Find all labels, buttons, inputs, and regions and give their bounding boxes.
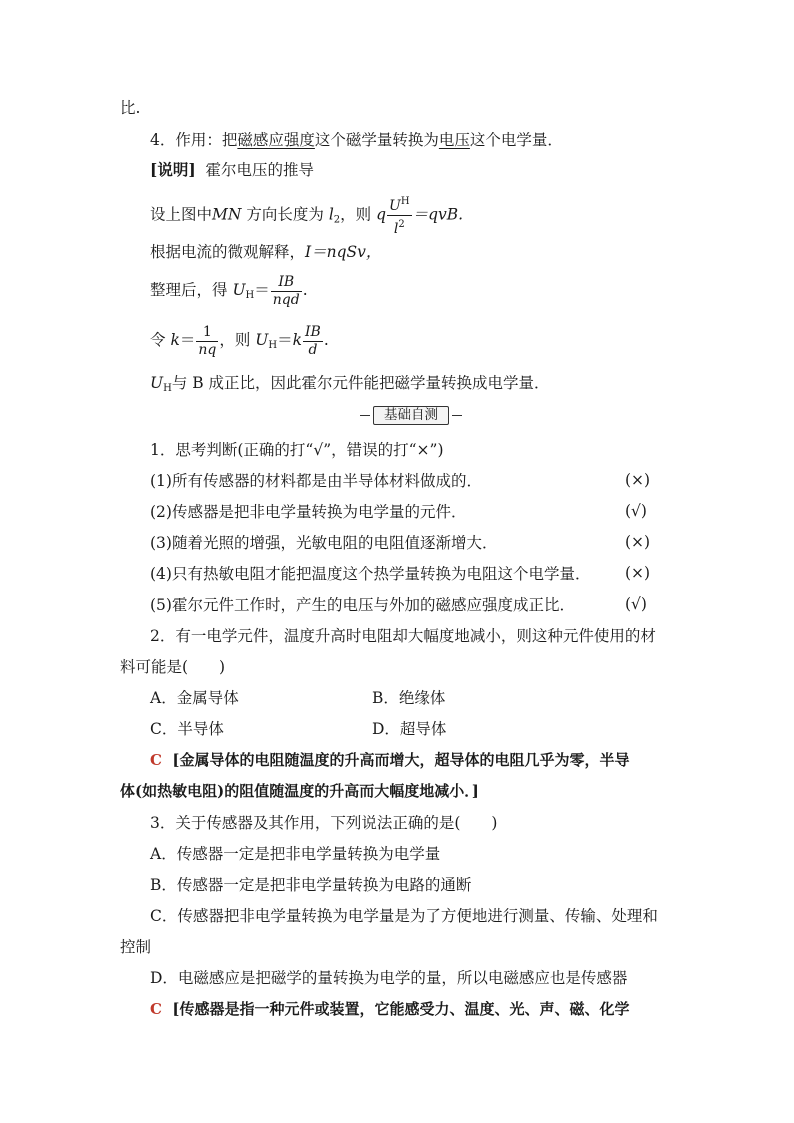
numerator: 1 xyxy=(196,324,218,342)
text-span: C．传感器把非电学量转换为电学量是为了方便地进行测量、传输、处理和 xyxy=(150,907,658,925)
derivation-line-3 xyxy=(150,270,308,316)
variable: U xyxy=(255,331,269,349)
denominator: nqd xyxy=(272,291,300,308)
section-banner xyxy=(357,405,465,425)
text-span: 料可能是( ) xyxy=(120,658,226,676)
text-span: (×) xyxy=(625,533,651,551)
question-3-stem xyxy=(150,813,497,833)
option-a xyxy=(150,844,440,864)
text-span: 3．关于传感器及其作用，下列说法正确的是( ) xyxy=(150,814,498,832)
text-span: 比. xyxy=(120,99,141,117)
question-2-stem-cont xyxy=(120,657,225,677)
judgment-mark xyxy=(625,471,650,489)
text-span: ＝ xyxy=(254,281,270,299)
equation-tail: ＝qvB. xyxy=(412,205,464,224)
text-span: 整理后，得 xyxy=(150,281,233,299)
numerator: IB xyxy=(271,274,302,292)
derivation-line-1 xyxy=(150,193,463,241)
question-1-stem xyxy=(150,440,444,460)
text-span: D．超导体 xyxy=(372,720,447,738)
judgment-item xyxy=(150,502,466,522)
answer-explanation-cont xyxy=(120,781,479,801)
text-span: . xyxy=(323,331,329,349)
answer-explanation xyxy=(150,750,630,770)
text-span: [金属导体的电阻随温度的升高而增大，超导体的电阻几乎为零，半导 xyxy=(172,751,630,769)
banner-rule xyxy=(360,415,370,416)
denominator: d xyxy=(308,341,318,358)
text-span: (4)只有热敏电阻才能把温度这个热学量转换为电阻这个电学量． xyxy=(150,565,591,583)
superscript: 2 xyxy=(398,219,405,230)
answer-explanation xyxy=(150,999,630,1019)
option-d xyxy=(372,719,446,739)
text-span: 体(如热敏电阻)的阻值随温度的升高而大幅度地减小．] xyxy=(120,782,479,800)
function-statement xyxy=(150,130,563,150)
formula: I＝nqSv， xyxy=(305,243,382,261)
option-c xyxy=(150,906,658,926)
text-span: 2．有一电学元件，温度升高时电阻却大幅度地减小，则这种元件使用的材 xyxy=(150,627,656,645)
derivation-line-4 xyxy=(150,320,329,366)
judgment-item xyxy=(150,564,590,584)
judgment-mark xyxy=(625,533,650,551)
text-span: 这个电学量． xyxy=(469,131,563,149)
option-d xyxy=(150,968,627,988)
derivation-line-5 xyxy=(150,373,550,399)
text-span: (√) xyxy=(625,595,647,613)
text-span: (2)传感器是把非电学量转换为电学量的元件． xyxy=(150,503,467,521)
judgment-item xyxy=(150,595,575,615)
text-span: (√) xyxy=(625,502,647,520)
variable: U xyxy=(232,281,246,299)
variable: U xyxy=(150,374,164,392)
section-title: 基础自测 xyxy=(373,406,449,425)
answer-letter: C xyxy=(150,751,162,769)
underlined-term: 电压 xyxy=(438,131,470,149)
text-span: ，则 xyxy=(340,205,377,224)
note-heading xyxy=(150,160,314,180)
variable: MN xyxy=(212,205,242,224)
text-span: 4．作用：把 xyxy=(150,131,238,149)
option-c xyxy=(150,719,224,739)
answer-letter: C xyxy=(150,1000,162,1018)
underlined-term: 磁感应强度 xyxy=(237,131,315,149)
text-span: 这个磁学量转换为 xyxy=(314,131,439,149)
text-span: (×) xyxy=(625,564,651,582)
judgment-item xyxy=(150,471,482,491)
denominator: l xyxy=(393,221,399,237)
superscript: H xyxy=(400,196,410,207)
option-b xyxy=(150,875,471,895)
judgment-mark xyxy=(625,502,647,520)
text-span: D．电磁感应是把磁学的量转换为电学的量，所以电磁感应也是传感器 xyxy=(150,969,628,987)
variable: q xyxy=(376,205,387,224)
text-span: . xyxy=(302,281,308,299)
subscript: H xyxy=(245,290,255,301)
text-span: (1)所有传感器的材料都是由半导体材料做成的． xyxy=(150,472,482,490)
variable: k xyxy=(292,331,303,349)
text-span: 根据电流的微观解释， xyxy=(150,243,306,261)
derivation-line-2 xyxy=(150,242,381,262)
text-span: 1．思考判断(正确的打“√”，错误的打“×”) xyxy=(150,441,444,459)
text-span: 设上图中 xyxy=(150,205,213,224)
option-a xyxy=(150,688,239,708)
note-label: [说明] xyxy=(150,160,196,179)
question-2-stem xyxy=(150,626,656,646)
variable: k xyxy=(170,331,180,349)
text-span: A．传感器一定是把非电学量转换为电学量 xyxy=(150,845,441,863)
numerator: U xyxy=(389,198,401,214)
option-c-cont xyxy=(120,937,151,957)
continuation-text xyxy=(120,98,140,118)
banner-rule xyxy=(452,415,462,416)
fraction xyxy=(303,324,323,359)
denominator: nq xyxy=(198,341,217,358)
judgment-item xyxy=(150,533,497,553)
fraction xyxy=(271,274,302,309)
fraction xyxy=(387,193,412,238)
text-span: (3)随着光照的增强，光敏电阻的电阻值逐渐增大． xyxy=(150,534,498,552)
text-span: ＝ xyxy=(277,331,293,349)
subscript: 2 xyxy=(333,214,341,226)
text-span: [传感器是指一种元件或装置，它能感受力、温度、光、声、磁、化学 xyxy=(172,1000,630,1018)
text-span: B．绝缘体 xyxy=(372,689,446,707)
text-span: ，则 xyxy=(219,331,256,349)
judgment-mark xyxy=(625,595,647,613)
numerator: IB xyxy=(305,323,321,340)
text-span: B．传感器一定是把非电学量转换为电路的通断 xyxy=(150,876,472,894)
subscript: H xyxy=(163,383,172,394)
subscript: H xyxy=(268,340,278,351)
judgment-mark xyxy=(625,564,650,582)
fraction xyxy=(196,324,218,359)
text-span: (×) xyxy=(625,471,651,489)
text-span: 控制 xyxy=(120,938,152,956)
text-span: 令 xyxy=(150,331,171,349)
text-span: C．半导体 xyxy=(150,720,224,738)
text-span: 与 B 成正比，因此霍尔元件能把磁学量转换成电学量． xyxy=(171,374,550,392)
note-title: 霍尔电压的推导 xyxy=(205,161,315,179)
text-span: (5)霍尔元件工作时，产生的电压与外加的磁感应强度成正比． xyxy=(150,596,575,614)
variable: l xyxy=(328,205,334,224)
text-span: 方向长度为 xyxy=(241,205,329,224)
text-span: ＝ xyxy=(179,331,196,349)
option-b xyxy=(372,688,445,708)
text-span: A．金属导体 xyxy=(150,689,239,707)
